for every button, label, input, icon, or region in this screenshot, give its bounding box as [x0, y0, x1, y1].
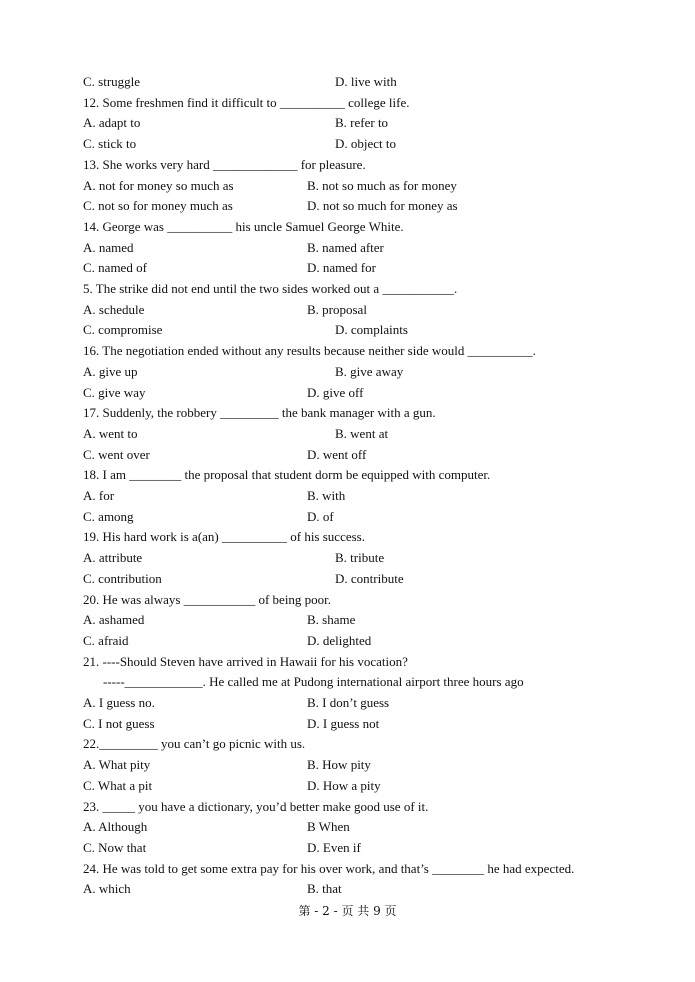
- question-text: [83, 859, 655, 879]
- option-row: [83, 631, 655, 651]
- option-left: A. What pity: [83, 757, 151, 773]
- option-right: D. object to: [335, 136, 397, 152]
- option-left: C. not so for money much as: [83, 198, 233, 214]
- option-left: A. schedule: [83, 301, 145, 317]
- option-right: D. give off: [307, 384, 364, 400]
- question-text: [83, 341, 655, 361]
- option-left: A. which: [83, 881, 131, 897]
- option-right: D. contribute: [335, 570, 404, 586]
- question-text: [83, 734, 655, 754]
- option-left: A. give up: [83, 363, 138, 379]
- option-row: [83, 424, 655, 444]
- option-right: B. shame: [307, 612, 356, 628]
- option-right: B. tribute: [335, 550, 385, 566]
- option-left: A. I guess no.: [83, 695, 155, 710]
- option-left: C. contribution: [83, 570, 162, 586]
- option-right: D. named for: [307, 260, 376, 276]
- option-row: [83, 714, 655, 734]
- option-row: [83, 300, 655, 320]
- option-left: A. ashamed: [83, 612, 145, 628]
- question-text: [83, 652, 655, 672]
- option-left: C. Now that: [83, 839, 147, 855]
- option-right: B. refer to: [335, 115, 389, 131]
- option-left: A. for: [83, 488, 115, 503]
- option-row: [83, 176, 655, 196]
- question-text: [83, 797, 655, 817]
- question-text: [83, 93, 655, 113]
- question-stem: 20. He was always ___________ of being poor.: [83, 591, 332, 607]
- question-stem: 21. ----Should Steven have arrived in Hawaii for his vocation?: [83, 653, 408, 669]
- option-row: [83, 776, 655, 796]
- option-row: [83, 72, 655, 92]
- option-right: B. not so much as for money: [307, 177, 457, 193]
- question-text: [83, 279, 655, 299]
- question-text: [83, 217, 655, 237]
- option-left: C. among: [83, 508, 134, 524]
- option-row: [83, 817, 655, 837]
- question-stem: 5. The strike did not end until the two sides worked out a ___________.: [83, 281, 458, 296]
- option-left: C. I not guess: [83, 715, 155, 731]
- question-stem: 13. She works very hard _____________ for pleasure.: [83, 156, 366, 172]
- option-row: [83, 486, 655, 506]
- question-stem: 23. _____ you have a dictionary, you’d better make good use of it.: [83, 798, 429, 814]
- option-right: D. went off: [307, 446, 367, 462]
- question-stem: 14. George was __________ his uncle Samuel George White.: [83, 218, 404, 234]
- option-right: B. How pity: [307, 757, 371, 773]
- page-footer: 第 - 2 - 页 共 9 页: [298, 904, 397, 918]
- option-right: B. I don’t guess: [307, 695, 390, 710]
- option-left: A. not for money so much as: [83, 177, 234, 193]
- question-stem: 22._________ you can’t go picnic with us.: [83, 736, 306, 752]
- option-left: C. afraid: [83, 632, 129, 648]
- question-stem: -----____________. He called me at Pudong international airport three hours ago: [103, 674, 524, 690]
- option-right: B. named after: [307, 239, 384, 255]
- option-left: C. named of: [83, 260, 147, 276]
- option-row: [83, 879, 655, 899]
- option-left: A. adapt to: [83, 115, 141, 131]
- question-text: [83, 403, 655, 423]
- option-row: [83, 383, 655, 403]
- option-right: D. delighted: [307, 632, 372, 648]
- option-row: [83, 693, 655, 713]
- option-left: C. compromise: [83, 322, 163, 338]
- option-row: [83, 320, 655, 340]
- option-row: [83, 445, 655, 465]
- question-text: [83, 155, 655, 175]
- option-row: [83, 113, 655, 133]
- option-right: B. went at: [335, 425, 389, 441]
- option-right: B. that: [307, 881, 342, 897]
- option-row: [83, 258, 655, 278]
- option-right: D. not so much for money as: [307, 198, 458, 214]
- question-text: [83, 465, 655, 485]
- option-right: B. give away: [335, 363, 404, 379]
- question-stem: 17. Suddenly, the robbery _________ the bank manager with a gun.: [83, 405, 436, 421]
- option-row: [83, 134, 655, 154]
- option-right: D. Even if: [307, 839, 361, 855]
- option-left: A. named: [83, 239, 134, 255]
- option-right: D. of: [307, 508, 334, 524]
- option-row: [83, 755, 655, 775]
- option-right: D. I guess not: [307, 715, 380, 731]
- option-left: C. give way: [83, 384, 146, 400]
- question-stem: 24. He was told to get some extra pay for his over work, and that’s ________ he had expected.: [83, 860, 575, 876]
- question-stem: 19. His hard work is a(an) __________ of his success.: [83, 529, 365, 545]
- question-stem: 16. The negotiation ended without any results because neither side would __________.: [83, 343, 536, 359]
- option-left: A. Although: [83, 819, 148, 835]
- option-row: [83, 507, 655, 527]
- option-left: A. went to: [83, 425, 138, 441]
- option-row: [83, 362, 655, 382]
- option-row: [83, 838, 655, 858]
- option-row: [83, 238, 655, 258]
- option-left: C. stick to: [83, 136, 137, 152]
- option-row: [83, 548, 655, 568]
- option-row: [83, 569, 655, 589]
- option-right: B. with: [307, 488, 346, 503]
- question-text: [83, 590, 655, 610]
- question-stem: 12. Some freshmen find it difficult to __________ college life.: [83, 94, 410, 110]
- option-right: B. proposal: [307, 301, 367, 317]
- option-left: C. What a pit: [83, 777, 153, 793]
- option-right: B When: [307, 819, 350, 835]
- option-row: [83, 196, 655, 216]
- option-row: [83, 610, 655, 630]
- question-text: [83, 672, 655, 692]
- option-left: A. attribute: [83, 550, 143, 566]
- question-stem: 18. I am ________ the proposal that student dorm be equipped with computer.: [83, 467, 491, 483]
- option-left: C. went over: [83, 446, 150, 462]
- option-right: D. How a pity: [307, 777, 381, 793]
- option-left: C. struggle: [83, 74, 141, 89]
- question-text: [83, 527, 655, 547]
- option-right: D. live with: [335, 74, 397, 89]
- option-right: D. complaints: [335, 322, 408, 338]
